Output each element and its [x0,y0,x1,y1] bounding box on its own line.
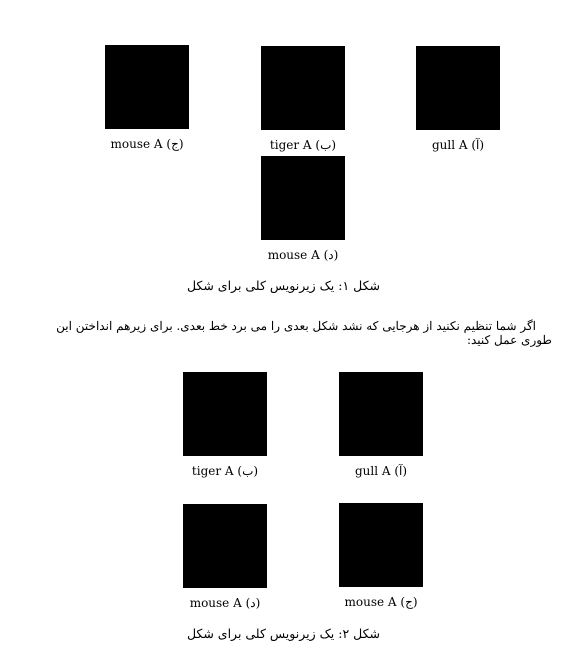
subfigure-caption: tiger A (ب) [191,464,259,478]
subfigure-caption: mouse A (ج) [110,137,184,151]
mouse-image [105,45,189,129]
tiger-image [261,46,345,130]
subfigure-caption: tiger A (ب) [269,138,337,152]
subfigure-caption: mouse A (د) [267,248,339,262]
figure2-subfigure-mouse-c [339,503,423,609]
figure2-caption: شکل ۲: یک زیرنویس کلی برای شکل [186,626,381,641]
body-paragraph [44,319,552,347]
figure2-subfigure-gull [339,372,423,478]
figure2-subfigure-mouse-d [183,504,267,610]
subfigure-caption: mouse A (ج) [344,595,418,609]
figure1-subfigure-mouse-d [261,156,345,262]
paragraph-text: اگر شما تنظیم نکنید از هرجایی که نشد شکل بعدی را می برد خط بعدی. برای زیرهم انداختن این طوری عمل کنید: [56,319,552,347]
gull-image [339,372,423,456]
mouse-image [261,156,345,240]
figure1-subfigure-tiger [261,46,345,152]
subfigure-caption: gull A (آ) [431,138,485,152]
subfigure-caption: mouse A (د) [189,596,261,610]
mouse-image [183,504,267,588]
figure1-subfigure-gull [416,46,500,152]
gull-image [416,46,500,130]
figure1-subfigure-mouse-c [105,45,189,151]
subfigure-caption: gull A (آ) [354,464,408,478]
mouse-image [339,503,423,587]
tiger-image [183,372,267,456]
figure1-caption: شکل ۱: یک زیرنویس کلی برای شکل [186,278,381,293]
figure2-subfigure-tiger [183,372,267,478]
